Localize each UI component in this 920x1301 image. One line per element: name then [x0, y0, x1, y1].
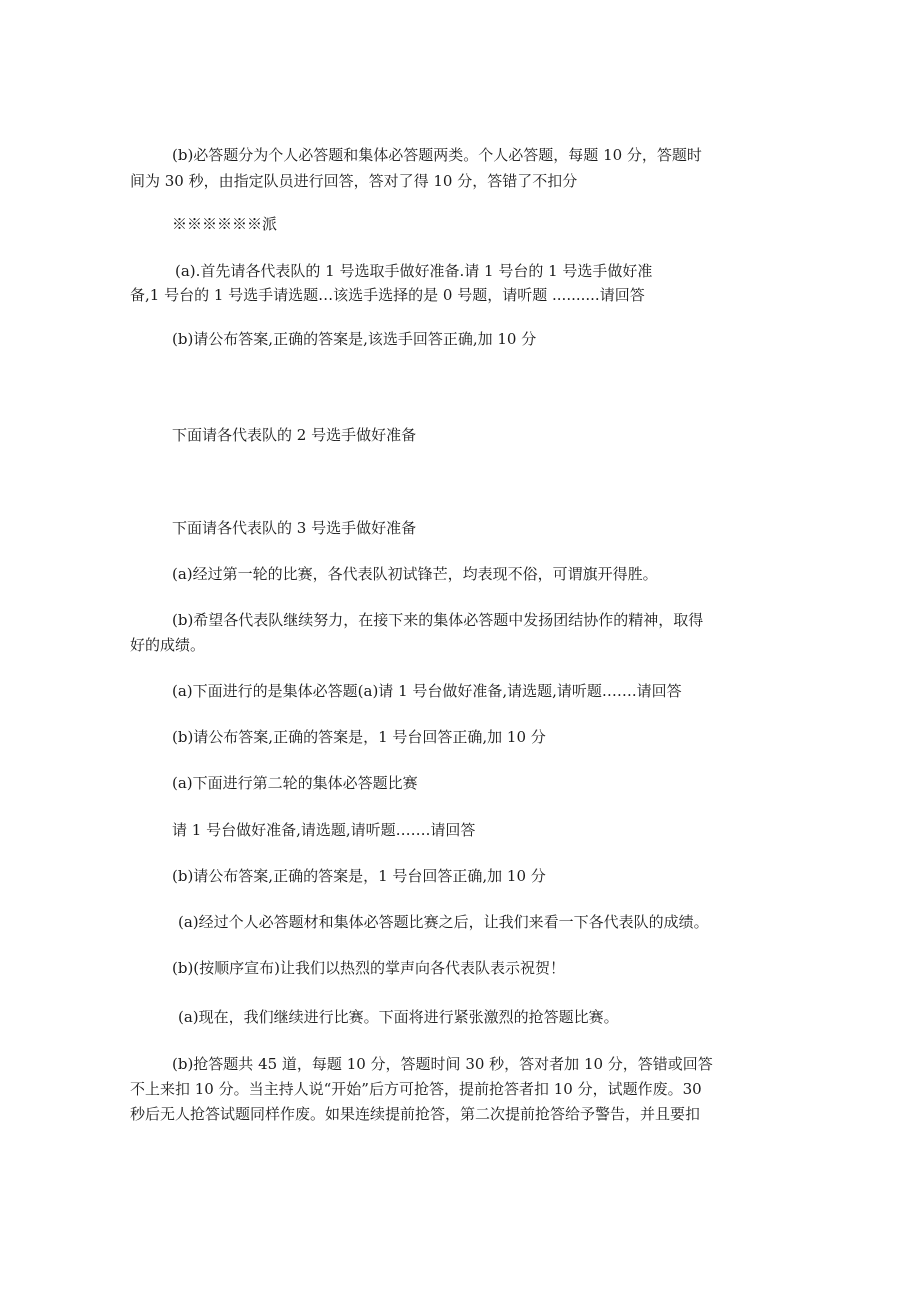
paragraph-line: 间为 30 秒，由指定队员进行回答，答对了得 10 分，答错了不扣分 — [130, 172, 578, 190]
paragraph-line: (a)经过个人必答题材和集体必答题比赛之后，让我们来看一下各代表队的成绩。 — [178, 913, 709, 931]
paragraph-line: 下面请各代表队的 2 号选手做好准备 — [172, 426, 417, 444]
paragraph-line: 请 1 号台做好准备,请选题,请听题…….请回答 — [172, 821, 476, 839]
paragraph-line: (a)现在，我们继续进行比赛。下面将进行紧张激烈的抢答题比赛。 — [178, 1008, 619, 1026]
paragraph-line: (b)必答题分为个人必答题和集体必答题两类。个人必答题，每题 10 分，答题时 — [172, 146, 702, 164]
paragraph-line: (b)抢答题共 45 道，每题 10 分，答题时间 30 秒，答对者加 10 分，答错或回答 — [172, 1055, 713, 1073]
paragraph-line: (b)希望各代表队继续努力，在接下来的集体必答题中发扬团结协作的精神，取得 — [172, 611, 704, 629]
paragraph-line: (b)请公布答案,正确的答案是，1 号台回答正确,加 10 分 — [172, 867, 546, 885]
paragraph-line: 秒后无人抢答试题同样作废。如果连续提前抢答，第二次提前抢答给予警告，并且要扣 — [130, 1105, 701, 1123]
paragraph-line: (a)下面进行第二轮的集体必答题比赛 — [172, 774, 418, 792]
paragraph-line: ※※※※※※派 — [172, 215, 278, 233]
paragraph-line: (b)请公布答案,正确的答案是，1 号台回答正确,加 10 分 — [172, 728, 546, 746]
paragraph-line: (a)下面进行的是集体必答题(a)请 1 号台做好准备,请选题,请听题…….请回答 — [172, 682, 682, 700]
paragraph-line: (a)经过第一轮的比赛，各代表队初试锋芒，均表现不俗，可谓旗开得胜。 — [172, 565, 658, 583]
paragraph-line: 不上来扣 10 分。当主持人说“开始”后方可抢答，提前抢答者扣 10 分，试题作废。30 — [130, 1080, 702, 1098]
paragraph-line: (b)请公布答案,正确的答案是,该选手回答正确,加 10 分 — [172, 330, 537, 348]
paragraph-line: 备,1 号台的 1 号选手请选题…该选手选择的是 0 号题，请听题 ..........请回答 — [130, 286, 645, 304]
paragraph-line: 好的成绩。 — [130, 636, 206, 654]
paragraph-line: 下面请各代表队的 3 号选手做好准备 — [172, 519, 417, 537]
paragraph-line: (b)(按顺序宣布)让我们以热烈的掌声向各代表队表示祝贺！ — [172, 959, 566, 977]
paragraph-line: (a).首先请各代表队的 1 号选取手做好准备.请 1 号台的 1 号选手做好准 — [175, 262, 653, 280]
